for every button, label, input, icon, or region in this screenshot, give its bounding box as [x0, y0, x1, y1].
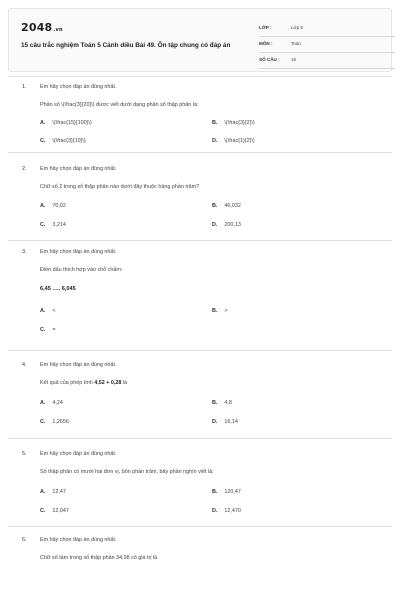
- option-letter: C.: [40, 508, 46, 514]
- option-text: 120,47: [224, 489, 241, 495]
- option-d[interactable]: [212, 222, 241, 228]
- option-text: \(\frac{3}{10}\): [52, 138, 86, 144]
- option-letter: D.: [212, 222, 218, 228]
- math-expression: 4,52 + 0,28: [94, 380, 122, 386]
- option-letter: A.: [40, 203, 46, 209]
- question-6: [8, 526, 392, 576]
- question-text: [40, 380, 127, 386]
- meta-value-class: Lớp 5: [291, 25, 303, 30]
- option-text: <: [52, 308, 56, 314]
- comparison-expression: 6,45 ..... 6,045: [40, 286, 76, 292]
- site-logo[interactable]: [21, 21, 63, 34]
- question-number: 4.: [22, 362, 27, 368]
- option-letter: B.: [212, 120, 218, 126]
- option-letter: B.: [212, 489, 218, 495]
- question-instruction: Em hãy chọn đáp án đúng nhất.: [40, 166, 117, 172]
- worksheet-meta: [259, 23, 395, 71]
- option-text: \(\frac{1}{2}\): [224, 138, 255, 144]
- question-5: [8, 438, 392, 526]
- option-b[interactable]: [212, 203, 241, 209]
- option-text: 70,02: [52, 203, 66, 209]
- option-d[interactable]: [212, 138, 255, 144]
- question-text-after: là: [121, 380, 128, 386]
- option-c[interactable]: [40, 327, 56, 333]
- question-list: [8, 76, 392, 576]
- option-a[interactable]: [40, 400, 63, 406]
- option-text: 4,24: [52, 400, 63, 406]
- question-2: [8, 152, 392, 240]
- meta-row-subject: [259, 39, 395, 53]
- option-letter: C.: [40, 327, 46, 333]
- question-number: 6.: [22, 537, 27, 543]
- meta-key-count: SỐ CÂU :: [259, 57, 280, 62]
- option-a[interactable]: [40, 120, 92, 126]
- option-a[interactable]: [40, 203, 66, 209]
- option-a[interactable]: [40, 308, 56, 314]
- option-text: >: [224, 308, 228, 314]
- worksheet-title: 15 câu trắc nghiệm Toán 5 Cánh diều Bài 49. Ôn tập chung có đáp án: [21, 42, 231, 49]
- option-text: \(\frac{3}{2}\): [224, 120, 255, 126]
- option-text: 12,470: [224, 508, 241, 514]
- option-c[interactable]: [40, 508, 69, 514]
- meta-row-class: [259, 23, 395, 37]
- question-instruction: Em hãy chọn đáp án đúng nhất.: [40, 84, 117, 90]
- option-text: 12,047: [52, 508, 69, 514]
- question-instruction: Em hãy chọn đáp án đúng nhất.: [40, 537, 117, 543]
- option-b[interactable]: [212, 120, 255, 126]
- question-4: [8, 350, 392, 438]
- question-instruction: Em hãy chọn đáp án đúng nhất.: [40, 451, 117, 457]
- question-3: [8, 240, 392, 350]
- option-c[interactable]: [40, 138, 86, 144]
- option-letter: A.: [40, 308, 46, 314]
- logo-domain: .vn: [53, 27, 63, 33]
- option-letter: D.: [212, 138, 218, 144]
- meta-key-subject: MÔN :: [259, 41, 273, 46]
- option-text: =: [52, 327, 56, 333]
- option-letter: A.: [40, 120, 46, 126]
- option-b[interactable]: [212, 308, 228, 314]
- option-letter: A.: [40, 489, 46, 495]
- option-letter: B.: [212, 400, 218, 406]
- option-text: \(\frac{15}{100}\): [52, 120, 92, 126]
- option-letter: B.: [212, 308, 218, 314]
- question-1: [8, 76, 392, 152]
- option-b[interactable]: [212, 400, 232, 406]
- option-letter: D.: [212, 419, 218, 425]
- option-text: 46,032: [224, 203, 241, 209]
- option-letter: C.: [40, 419, 46, 425]
- option-text: 12,47: [52, 489, 66, 495]
- question-number: 1.: [22, 84, 27, 90]
- worksheet-header: [8, 8, 392, 72]
- option-letter: C.: [40, 222, 46, 228]
- meta-value-subject: Toán: [291, 41, 301, 46]
- question-number: 3.: [22, 249, 27, 255]
- question-text: Chữ số 2 trong số thập phân nào dưới đây thuộc hàng phần trăm?: [40, 184, 200, 190]
- option-c[interactable]: [40, 222, 66, 228]
- option-text: 3,214: [52, 222, 66, 228]
- logo-text: 2048: [21, 21, 53, 34]
- option-letter: C.: [40, 138, 46, 144]
- question-text-before: Kết quả của phép tính: [40, 380, 95, 386]
- meta-row-count: [259, 55, 395, 69]
- option-text: 4,8: [224, 400, 232, 406]
- option-d[interactable]: [212, 419, 238, 425]
- question-instruction: Em hãy chọn đáp án đúng nhất.: [40, 249, 117, 255]
- question-number: 2.: [22, 166, 27, 172]
- meta-value-count: 15: [291, 57, 297, 62]
- question-text: Điền dấu thích hợp vào chỗ chấm:: [40, 267, 123, 273]
- option-c[interactable]: [40, 419, 69, 425]
- option-text: 200,13: [224, 222, 241, 228]
- option-letter: D.: [212, 508, 218, 514]
- option-d[interactable]: [212, 508, 241, 514]
- question-text: Chữ số tám trong số thập phân 34,98 có giá trị là: [40, 555, 158, 561]
- option-text: 1,2656: [52, 419, 69, 425]
- question-instruction: Em hãy chọn đáp án đúng nhất.: [40, 362, 117, 368]
- question-text: Số thập phân có mười hai đơn vị, bốn phần trăm, bảy phần nghìn viết là:: [40, 469, 214, 475]
- question-number: 5.: [22, 451, 27, 457]
- question-text: Phân số \(\frac{3}{20}\) được viết dưới dạng phân số thập phân là:: [40, 102, 199, 108]
- option-letter: A.: [40, 400, 46, 406]
- option-letter: B.: [212, 203, 218, 209]
- option-a[interactable]: [40, 489, 66, 495]
- option-b[interactable]: [212, 489, 241, 495]
- meta-key-class: LỚP :: [259, 25, 272, 30]
- option-text: 16,14: [224, 419, 238, 425]
